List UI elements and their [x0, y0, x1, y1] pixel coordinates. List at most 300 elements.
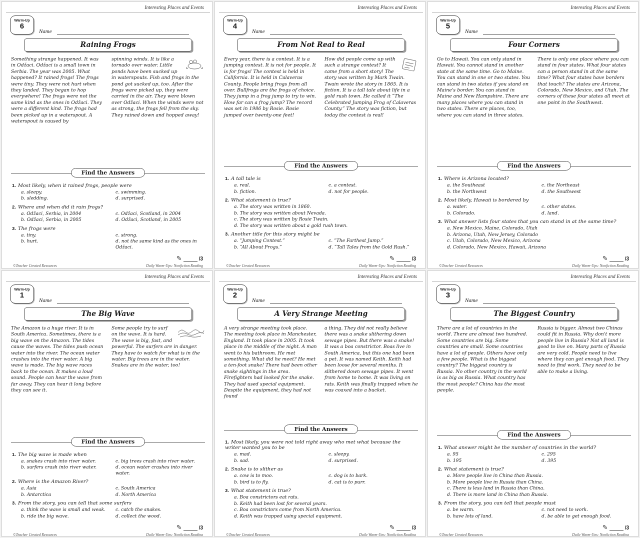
passage-column-1: [11, 325, 105, 433]
passage-text-2: a thing. They did not really believe there was a snake slithering down sewage pipes. But there was a snake! It was a boa constrictor. Boas live in South America, but this one had been a pet. It was named Keith. Keith had been loose for several months. It slithered down sewage pipes. It went from home to home. It was living on rats. Keith was finally trapped when he was coaxed into a bucket.: [324, 325, 418, 393]
answer-option: d. There is more land in China than Russia.: [447, 491, 549, 497]
book-title: Interesting Places and Events: [570, 5, 630, 11]
passage-text-2: There is only one place where you can stand in four states. What four states can a person stand in at the same time? What four states have borders that touch? The states are Arizona, Colorado, New Mexico, and Utah. The corners of these four states all meet at one point in the Southwest.: [537, 56, 630, 106]
question-number: 2.: [438, 197, 442, 203]
answer-option: c. South America: [115, 485, 156, 491]
footer-book-name: Daily Warm-Ups: Nonfiction Reading: [146, 263, 203, 268]
question-prompt: What answer lists four states that you can stand in at the same time?: [443, 219, 617, 225]
answer-option: c. sleepy.: [328, 451, 350, 457]
question: [225, 176, 417, 195]
answer-option: a. Asia: [21, 485, 37, 491]
question-number: 1.: [12, 182, 16, 189]
lesson-title: Raining Frogs: [80, 41, 136, 49]
book-title: Interesting Places and Events: [570, 273, 630, 279]
book-title: Interesting Places and Events: [144, 5, 204, 11]
question-number: 2.: [225, 197, 229, 203]
question-prompt: Where is the Amazon River?: [17, 478, 89, 484]
answer-option: d. Colorado, New Mexico, Hawaii, Arizona: [447, 244, 546, 250]
lesson-title: The Big Wave: [81, 309, 135, 318]
answer-option: b. bird is to fly.: [234, 478, 269, 485]
warmup-number: 2: [232, 290, 238, 300]
book-header: [219, 273, 423, 282]
question-number: 3.: [12, 500, 16, 506]
question-prompt: What answer might be the number of countries in the world?: [443, 444, 597, 450]
answer-option: c. swimming.: [115, 189, 147, 195]
question-prompt: Most likely, when it rained frogs, people were: [17, 182, 132, 189]
questions-section: [428, 443, 639, 522]
answer-option: b. 195: [447, 457, 462, 463]
page-footer: [6, 531, 210, 537]
answer-option: d. The story was written about a gold rush town.: [234, 222, 348, 229]
answer-option: d. surprised.: [328, 457, 358, 463]
name-label: Name: [465, 28, 478, 35]
answer-options: [234, 183, 417, 195]
question-number: 2.: [12, 478, 16, 484]
question-number: 3.: [438, 219, 442, 225]
question-text: [225, 198, 417, 204]
answer-option: a. cow is to moo.: [234, 472, 274, 478]
answer-option: c. a contest.: [328, 182, 357, 188]
answer-option: c. 295: [541, 451, 556, 457]
question-number: 2.: [225, 466, 229, 472]
find-the-answers-header: [224, 161, 418, 172]
answer-option: a. “Jumping Contest.”: [234, 238, 285, 244]
lesson-title: A Very Strange Meeting: [274, 309, 368, 318]
answer-options: [21, 458, 204, 476]
answer-option: d. not the same kind as the ones in Odžaci.: [115, 238, 197, 250]
name-row: [2, 281, 213, 304]
question-number: 1.: [225, 439, 229, 445]
answer-option: b. sledding.: [21, 195, 49, 201]
passage-text-2: Some people try to surf on the wave. It is hard. The wave is big, fast, and powerful. The surfers are in danger. They have to watch for what is in the water. Big trees are in the water. Snakes are in the water, too!: [111, 325, 200, 368]
worksheet-page-content: [2, 2, 213, 269]
book-header: [432, 4, 636, 13]
warmup-label: Warm-Up: [440, 287, 456, 292]
score-denominator: /3: [411, 525, 416, 531]
passage-column-2: [538, 57, 632, 159]
passage-text-2: How did people come up with such a strange contest? It came from a short story! The story was written by Mark Twain. Twain wrote the story in 1865. It is fiction. It is a tall tale about life in a gold rush town. He called it “The Celebrated Jumping Frog of Calaveras County.” The story was fiction, but today the contest is real!: [324, 56, 417, 118]
book-title: Interesting Places and Events: [357, 273, 417, 279]
answer-option: d. collect the wood.: [115, 512, 162, 519]
answer-option: d. Odžaci, Scotland, in 2005: [115, 217, 182, 223]
warmup-badge: [436, 284, 460, 303]
name-label: Name: [39, 28, 52, 35]
find-the-answers-header: [224, 424, 418, 435]
page-footer: [219, 531, 423, 537]
answer-option: c. catch the snakes.: [115, 506, 162, 512]
worksheet-page: [1, 1, 213, 269]
question-text: [438, 500, 630, 506]
passage-text-1: The Amazon is a huge river. It is in South America. Sometimes, there is a big wave on the Amazon. The tides cause the waves. The tides push ocean water into the river. The ocean water crashes into the river water. A big wave is made. The big wave races back to the ocean. It makes a loud sound. People can hear the wave from far away. They can hear it long before they can see it.: [11, 325, 104, 393]
answer-options: [234, 238, 417, 250]
answer-option: b. the Northwest: [447, 188, 487, 195]
answer-option: d. Keith was trapped using special equipment.: [234, 512, 343, 519]
worksheet-page: [427, 270, 639, 538]
answer-option: b. Antarctica: [21, 491, 52, 497]
score-row: [2, 253, 213, 262]
answer-option: b. surfers crash into river water.: [21, 464, 97, 470]
answer-options: [21, 211, 204, 223]
answer-option: b. “All About Frogs.”: [234, 244, 282, 250]
book-title: Interesting Places and Events: [357, 5, 417, 11]
lesson-title-box: [450, 39, 618, 52]
warmup-badge: [223, 16, 247, 35]
answer-option: d. “Tall Tales from the Gold Rush.”: [328, 244, 410, 250]
find-the-answers-label: Find the Answers: [284, 161, 358, 171]
footer-book-name: Daily Warm-Ups: Nonfiction Reading: [572, 532, 629, 537]
name-blank-line: [270, 27, 402, 35]
question: [12, 183, 204, 202]
score-denominator: /3: [198, 525, 203, 531]
name-label: Name: [252, 28, 265, 35]
passage-column-1: [224, 57, 318, 159]
answer-option: b. sad.: [234, 457, 250, 463]
answer-option: c. The story was written by Rosie Twain.: [234, 216, 329, 222]
answer-option: d. not for people.: [328, 188, 369, 195]
warmup-number: 4: [232, 22, 238, 31]
question-number: 1.: [438, 176, 442, 182]
warmup-badge: [223, 284, 247, 303]
answer-option: c. Utah, Colorado, New Mexico, Arizona: [447, 238, 541, 244]
question: [438, 445, 630, 464]
question-prompt: What statement is true?: [443, 466, 504, 472]
question-prompt: Most likely, Hawaii is bordered by: [443, 197, 529, 203]
answer-option: b. Odžaci, Serbia, in 2005: [21, 217, 82, 223]
name-blank-line: [483, 27, 615, 35]
answer-option: d. cat is to purr.: [328, 478, 366, 485]
lesson-title: Four Corners: [508, 41, 560, 49]
answer-option: b. have lots of land.: [447, 512, 493, 519]
footer-book-name: Daily Warm-Ups: Nonfiction Reading: [572, 263, 629, 268]
question-prompt: From the story, you can tell that some surfers: [17, 500, 132, 506]
answer-option: a. mad.: [234, 451, 252, 457]
question: [12, 451, 204, 475]
passage-text-1: A very strange meeting took place. The meeting took place in Manchester, England. It took place in 2005. It took place in the middle of the night. A man went to his bathroom. He met something. What did he meet? He met a ten-foot snake! There had been other snake sightings in the area. Firefighters had looked for the snake. They had used special equipment. Despite the equipment, they had not found: [224, 325, 318, 399]
answer-option: b. hurt.: [21, 238, 39, 244]
answer-option: d. land.: [541, 210, 559, 216]
lesson-title-box: [24, 307, 192, 320]
answer-options: [447, 204, 630, 216]
question-text: [438, 445, 630, 451]
score-blank-line: [183, 525, 197, 531]
answer-options: [234, 494, 417, 519]
page-footer: [219, 262, 423, 268]
answer-options: [447, 451, 630, 463]
worksheet-page: [214, 1, 426, 269]
answer-option: d. 395: [541, 457, 557, 463]
answer-option: b. ride the big wave.: [21, 512, 69, 519]
answer-option: c. dog is to bark.: [328, 472, 368, 478]
reading-passage: [2, 322, 213, 434]
worksheet-page-content: [215, 2, 426, 269]
question-number: 1.: [438, 444, 442, 450]
answer-option: d. ocean water crashes into river water.: [115, 464, 193, 476]
find-the-answers-label: Find the Answers: [497, 430, 571, 440]
worksheet-page-content: [2, 271, 213, 538]
answer-option: b. The story was written about Nevada.: [234, 210, 327, 216]
answer-option: a. snakes crash into river water.: [21, 457, 96, 464]
warmup-badge: [436, 16, 460, 35]
question-number: 1.: [225, 176, 229, 182]
answer-option: c. other states.: [541, 204, 577, 210]
footer-book-name: Daily Warm-Ups: Nonfiction Reading: [146, 532, 203, 537]
lesson-title: The Biggest Country: [493, 309, 575, 318]
question-text: [438, 198, 630, 204]
answer-option: a. The story was written in 1860.: [234, 204, 312, 210]
answer-options: [447, 183, 630, 195]
question-prompt: Most likely, you were not told right away who met what because the writer wanted you to be: [225, 439, 401, 450]
answer-options: [447, 226, 630, 251]
question: [225, 198, 417, 229]
pencil-icon: ✎: [389, 523, 395, 531]
reading-passage: [428, 54, 639, 160]
footer-book-name: Daily Warm-Ups: Nonfiction Reading: [359, 532, 416, 537]
question: [225, 232, 417, 251]
lesson-title-box: [24, 39, 192, 52]
name-row: [428, 13, 639, 36]
book-header: [219, 4, 423, 13]
worksheet-page-content: [428, 2, 639, 269]
name-blank-line: [57, 296, 189, 304]
question-text: [12, 451, 204, 457]
question-text: [12, 204, 204, 210]
warmup-label: Warm-Up: [14, 287, 30, 292]
question: [12, 500, 204, 519]
answer-option: b. More people live in Russia than China.: [447, 478, 544, 485]
find-the-answers-header: [11, 436, 205, 447]
answer-option: c. There is less land in Russia than China.: [447, 485, 545, 491]
warmup-number: 5: [445, 22, 451, 31]
passage-column-1: [11, 57, 105, 165]
answer-option: b. fiction.: [234, 188, 256, 195]
question-text: [12, 500, 204, 506]
question: [225, 439, 417, 463]
score-denominator: /3: [411, 256, 416, 262]
answer-option: a. Boa constrictors eat rats.: [234, 494, 299, 500]
pencil-icon: ✎: [602, 255, 608, 263]
passage-column-1: [437, 325, 531, 427]
warmup-badge: [10, 284, 34, 303]
worksheet-page: [427, 1, 639, 269]
answer-options: [234, 204, 417, 229]
name-label: Name: [252, 297, 265, 303]
question: [225, 488, 417, 519]
name-label: Name: [465, 297, 478, 303]
book-header: [432, 273, 636, 282]
question-text: [438, 219, 630, 225]
question: [225, 466, 417, 485]
pencil-icon: ✎: [389, 255, 395, 263]
pencil-icon: ✎: [176, 255, 182, 263]
question: [438, 500, 630, 519]
warmup-label: Warm-Up: [440, 19, 456, 23]
answer-option: c. Boa constrictors come from North America.: [234, 506, 342, 512]
question-prompt: A tall tale is: [230, 176, 261, 182]
passage-column-2: [325, 325, 419, 421]
question: [438, 466, 630, 497]
question-prompt: From the story, you can tell that people must: [443, 500, 556, 506]
question-text: [225, 232, 417, 238]
worksheet-page-content: [428, 271, 639, 538]
reading-passage: [428, 322, 639, 428]
name-blank-line: [270, 296, 402, 304]
passage-column-2: [325, 57, 419, 159]
answer-option: a. water.: [447, 204, 468, 210]
score-row: [215, 522, 426, 531]
lesson-title-box: [237, 307, 405, 320]
name-label: Name: [39, 297, 52, 303]
footer-copyright: ©Teacher Created Resources: [226, 532, 270, 537]
reading-passage: [2, 54, 213, 166]
pencil-icon: ✎: [602, 523, 608, 531]
answer-option: b. Colorado.: [447, 210, 476, 216]
score-row: [428, 522, 639, 531]
question-prompt: Where and when did it rain frogs?: [17, 204, 103, 210]
footer-copyright: ©Teacher Created Resources: [439, 532, 483, 537]
answer-option: b. Arizona, Utah, New Jersey, Colorado: [447, 231, 539, 238]
questions-section: [215, 437, 426, 522]
question-prompt: The big wave is made when: [17, 451, 87, 457]
question: [438, 219, 630, 250]
question-text: [12, 183, 204, 189]
name-row: [2, 13, 213, 36]
find-the-answers-label: Find the Answers: [284, 424, 358, 434]
warmup-label: Warm-Up: [14, 19, 30, 23]
answer-option: b. Keith had been lost for several years.: [234, 500, 327, 506]
find-the-answers-header: [11, 168, 205, 179]
reading-passage: [215, 54, 426, 160]
sign-illustration: [400, 58, 418, 74]
warmup-number: 1: [19, 290, 25, 300]
warmup-label: Warm-Up: [227, 19, 243, 23]
question-number: 3.: [438, 500, 442, 506]
score-row: [215, 253, 426, 262]
lesson-title-box: [450, 307, 618, 320]
book-header: [6, 273, 210, 282]
answer-option: d. surprised.: [115, 195, 145, 201]
page-footer: [432, 262, 636, 268]
answer-option: c. “The Farthest Jump.”: [328, 238, 384, 244]
answer-option: a. real.: [234, 182, 251, 188]
question-number: 2.: [438, 466, 442, 472]
find-the-answers-label: Find the Answers: [497, 161, 571, 171]
question-number: 1.: [12, 451, 16, 457]
answer-option: a. be warm.: [447, 506, 475, 512]
passage-text-2: Russia is bigger. Almost two Chinas could fit in Russia. Why don't more people live in Russia? Not all land is good to live on. Many parts of Russia are very cold. People need to live where they can get enough food. They need to find work. They need to be able to make a living.: [537, 325, 629, 374]
question-number: 2.: [12, 204, 16, 210]
question-prompt: Where is Arizona located?: [443, 176, 509, 182]
answer-option: c. strong.: [115, 232, 138, 238]
answer-options: [447, 507, 630, 519]
name-row: [428, 281, 639, 304]
answer-option: a. think the wave is small and weak.: [21, 506, 106, 512]
answer-option: a. New Mexico, Maine, Colorado, Utah: [447, 225, 538, 231]
name-row: [215, 281, 426, 304]
answer-option: a. sleepy.: [21, 189, 43, 195]
passage-text-2: spinning winds. It is like a tornado over water. Little ponds have been sucked up in waterspouts. Fish and frogs in the pond got sucked up, too. After the frogs were picked up, they were carried in the air. They were blown over Odžaci. When the winds were not as strong, the frogs fell from the sky. They rained down and hopped away!: [111, 56, 204, 118]
warmup-number: 6: [19, 22, 25, 31]
passage-column-2: [538, 325, 632, 427]
answer-option: c. big trees crash into river water.: [115, 457, 195, 464]
book-title: Interesting Places and Events: [144, 273, 204, 279]
answer-option: c. the Northeast: [541, 182, 580, 188]
question-text: [225, 466, 417, 472]
questions-section: [215, 174, 426, 253]
question: [12, 226, 204, 250]
answer-options: [21, 189, 204, 201]
name-blank-line: [483, 296, 615, 304]
lesson-title: From Not Real to Real: [277, 41, 365, 49]
question-text: [12, 226, 204, 232]
answer-option: c. not need to work.: [541, 506, 589, 512]
passage-text-1: Every year, there is a contest. It is a jumping contest. It is not for people. It is for frogs! The contest is held in California. It is held in Calaveras County. People bring frogs from all over. Bullfrogs are the frogs of choice. They jump in a frog jump to try to win. How far can a frog jump? The record was set in 1986 by Rosie. Rosie jumped over twenty-one feet!: [224, 56, 317, 118]
score-denominator: /3: [624, 525, 629, 531]
question: [12, 204, 204, 223]
passage-text-1: There are a lot of countries in the world. There are almost two hundred. Some countries are big. Some countries are small. Some countries have a lot of people. Others have only a few people. What is the biggest country? The biggest country is Russia. No other country in the world is as big as Russia. What country has the most people? China has the most people.: [437, 325, 528, 393]
answer-option: d. the Southwest: [541, 188, 581, 195]
questions-section: [428, 174, 639, 253]
find-the-answers-header: [437, 161, 631, 172]
question-number: 3.: [225, 231, 229, 237]
answer-option: a. tiny.: [21, 232, 37, 238]
score-blank-line: [396, 525, 410, 531]
page-footer: [432, 531, 636, 537]
worksheet-page: [1, 270, 213, 538]
worksheet-page-content: [215, 271, 426, 538]
question-number: 3.: [12, 225, 16, 232]
question-prompt: Another title for this story might be: [230, 231, 320, 237]
answer-option: a. 95: [447, 451, 459, 457]
score-denominator: /3: [624, 256, 629, 262]
questions-section: [2, 181, 213, 253]
passage-column-1: [224, 325, 318, 421]
score-row: [428, 253, 639, 262]
question-number: 3.: [225, 487, 229, 493]
answer-options: [234, 451, 417, 463]
answer-options: [21, 232, 204, 250]
question-prompt: Snake is to slither as: [230, 466, 283, 472]
page-footer: [6, 262, 210, 268]
warmup-badge: [10, 16, 34, 35]
question: [438, 176, 630, 195]
passage-column-2: [112, 57, 206, 165]
answer-option: a. Odžaci, Serbia, in 2004: [21, 210, 82, 217]
find-the-answers-label: Find the Answers: [71, 168, 145, 178]
question-text: [225, 176, 417, 182]
answer-option: c. Odžaci, Scotland, in 2004: [115, 210, 181, 217]
answer-option: d. North America: [115, 491, 156, 497]
question-text: [225, 439, 417, 450]
question-text: [438, 176, 630, 182]
footer-copyright: ©Teacher Created Resources: [226, 263, 270, 268]
footer-copyright: ©Teacher Created Resources: [13, 263, 57, 268]
lesson-title-box: [237, 39, 405, 52]
footer-copyright: ©Teacher Created Resources: [13, 532, 57, 537]
passage-column-2: [112, 325, 206, 433]
find-the-answers-label: Find the Answers: [71, 436, 145, 446]
question: [12, 479, 204, 498]
question-text: [225, 488, 417, 494]
footer-copyright: ©Teacher Created Resources: [439, 263, 483, 268]
passage-text-1: Something strange happened. It was in Odžaci. Odžaci is a small town in Serbia. The year was 2005. What happened? It rained frogs! The frogs were tiny. They were not hurt when they landed. They began to hop everywhere! The frogs were not the same kind as the ones in Odžaci. They were a different kind. The frogs had been picked up in a waterspout. A waterspout is caused by: [11, 56, 102, 125]
answer-options: [21, 485, 204, 497]
questions-section: [2, 449, 213, 521]
question-text: [12, 479, 204, 485]
answer-options: [447, 473, 630, 498]
warmup-label: Warm-Up: [227, 287, 243, 292]
book-header: [6, 4, 210, 13]
warmup-number: 3: [445, 290, 451, 300]
